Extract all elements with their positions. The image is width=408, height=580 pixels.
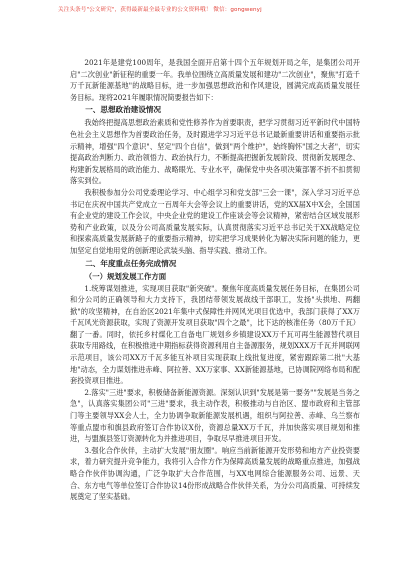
section-heading-tasks: 二、年度重点任务完成情况	[85, 258, 177, 268]
document-body	[70, 57, 360, 503]
political-paragraph-1: 我始终把提高思想政治素质和党性修养作为首要职责，把学习贯彻习近平新时代中国特色社会主义思想作为首要政治任务，及时跟进学习习近平总书记最新重要讲话和重要指示批示精神，增强"四个意识"、坚定"四个自信"，做到"两个维护"，始终胸怀"国之大者"，切实提高政治判断力、政治领悟力、政治执行力，不断提高把握新发展阶段、贯彻新发展理念、构建新发展格局的政治能力、战略眼光、专业水平，确保党中央各项决策部署不折不扣贯彻落实到位。	[70, 118, 360, 186]
political-paragraph-2: 我积极参加分公司党委理论学习、中心组学习和党支部"三会一课"，深入学习习近平总书记在庆祝中国共产党成立一百周年大会等会议上的重要讲话，党的XX届X中X会，全国国有企业党的建设工作会议，中央企业党的建设工作座谈会等会议精神，紧密结合区域发展形势和产业政策，以及分公司高质量发展实际，认真贯彻落实习近平总书记关于XX战略定位和探索高质量发展新路子的重要指示精神，切实把学习成果转化为解决实际问题的能力，更加坚定自觉地用党的创新理论武装头脑、指导实践、推动工作。	[70, 187, 360, 255]
tasks-paragraph-1: 1.统筹谋划推进，实现项目获取"新突破"。聚焦年度高质量发展任务目标，在集团公司和分公司的正确领导和大力支持下，我团结带领发展战线干部职工，发扬"头拱地、两翻掀"的攻坚精神，在自治区2021年集中式保障性并网风光项目优选中，我部门获得了XX万千瓦风光资源获取，实现了资源开发项目获取"四个之最"，比下达的核准任务（80万千瓦）翻了一番。同时，依托乡村煤化工自备电厂规划乡乡镇建设XX万千瓦可再生能源替代项目获取专用路线，在积极推进中期指标获得资源利用自主备源服务，规划XXX万千瓦并网联网示范项目，该公司XX万千瓦多能互补项目实现获取上线批复进度，紧密跟踪第二批"大基地"动态，全力谋划推进赤峰、阿拉善、XX万家事、XX新能源基地，已协调院网络布局和配套投资项目推进。	[70, 283, 360, 386]
tasks-paragraph-2: 2.落实"三进"要求，积极储备新能源资源。深刻认识到"发展是第一要务""发展是当务之急"，认真落实集团公司"三进"要求，我主动作表，积极推动与自治区、盟市政府和主管部门等主要领导XX会人士，全力协调争取新能源发展机遇，组织与阿拉善、赤峰、乌兰察布等重点盟市和旗县政府签订合作协议X份，资源总量XX万千瓦，并加快落实项目规划和推进，与盟旗县签订资源转化为并推进项目，争取尽早推进项目开发。	[70, 387, 360, 444]
tasks-paragraph-3: 3.强化合作伙伴，主动扩大发展"朋友圈"。响应当前新能源开发形势和地方产业投资要求，着力研究提升竞争能力，我将引入合作方作为保障高质量发展的战略重点推进，加强战略合作伙伴协调沟通，广泛争取扩大合作范围，与XX电网综合能源服务公司、远景、天合、东方电气等单位签订合作协议14份形成战略合作伙伴关系，为分公司高质量、可持续发展奠定了坚实基础。	[70, 445, 360, 502]
section-heading-political: 一、思想政治建设情况	[85, 105, 162, 115]
subsection-heading-planning: （一）规划发展工作方面	[84, 271, 167, 281]
intro-paragraph: 2021年是建党100周年，是我国全面开启第十四个五年规划开局之年，是集团公司开启"二次创业"新征程的重要一年。我单位围绕立高质量发展和建功"二次创业"，聚焦"打造千万千瓦新能源基地"的战略目标，进一步加强思想政治和作风建设，圆满完成高质量发展任务目标。现将2021年履职情况简要报告如下：	[70, 58, 360, 102]
header-banner: 关注头条号"公文研究"，获得最新最全最专业的公文资料哦！ 微信：gongwenyj	[58, 7, 262, 13]
